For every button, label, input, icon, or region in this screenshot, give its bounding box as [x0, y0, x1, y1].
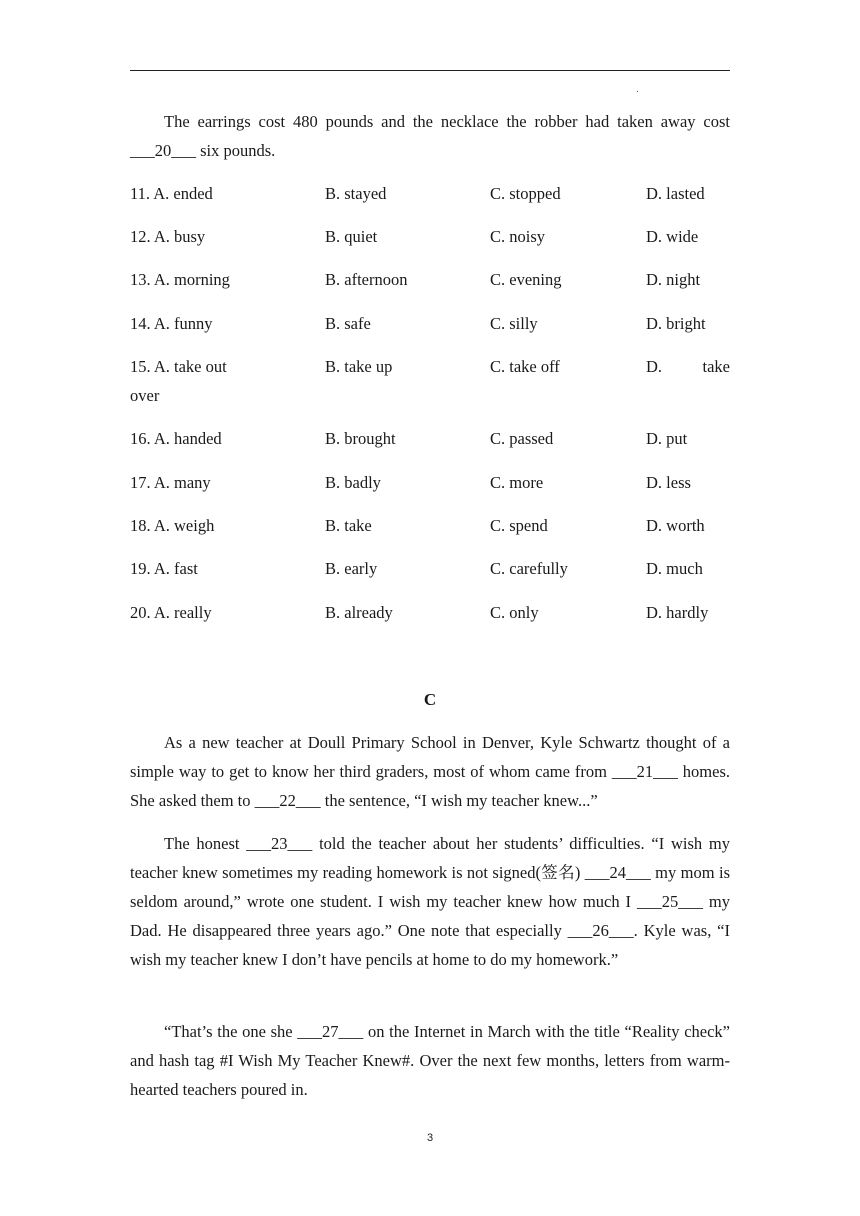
option-a: 11. A. ended — [130, 184, 213, 203]
option-c: C. silly — [490, 314, 538, 333]
option-d: D. much — [646, 559, 703, 578]
question-row-15 — [130, 352, 730, 381]
option-c: C. noisy — [490, 227, 546, 246]
option-d — [646, 352, 730, 381]
option-d: D. lasted — [646, 184, 705, 203]
option-b: B. stayed — [325, 184, 387, 203]
option-d: D. night — [646, 270, 701, 289]
header-rule — [130, 70, 730, 71]
option-d-overflow: over — [130, 386, 160, 405]
option-c: C. evening — [490, 270, 562, 289]
option-a: 15. A. take out — [130, 357, 227, 376]
question-row-16 — [130, 424, 730, 453]
option-a: 17. A. many — [130, 473, 211, 492]
option-d: D. put — [646, 429, 688, 448]
option-b: B. take up — [325, 357, 393, 376]
option-d: D. worth — [646, 516, 705, 535]
option-d: D. bright — [646, 314, 706, 333]
question-row-12 — [130, 222, 730, 251]
option-a: 12. A. busy — [130, 227, 206, 246]
question-row-19 — [130, 554, 730, 583]
page-number: 3 — [426, 1132, 434, 1144]
option-c: C. stopped — [490, 184, 561, 203]
option-c: C. only — [490, 603, 539, 622]
option-b: B. early — [325, 559, 378, 578]
option-b: B. brought — [325, 429, 396, 448]
option-b: B. afternoon — [325, 270, 408, 289]
option-d: D. hardly — [646, 603, 709, 622]
option-b: B. quiet — [325, 227, 378, 246]
option-c: C. carefully — [490, 559, 568, 578]
passage-paragraph-1: As a new teacher at Doull Primary School in Denver, Kyle Schwartz thought of a simple way to get to know her third graders, most of whom came from ___21___ homes. She asked them to ___22___ the sentence, “I wish my teacher knew...” — [130, 733, 730, 810]
option-b: B. safe — [325, 314, 371, 333]
option-d-word: take — [702, 357, 730, 376]
option-a: 14. A. funny — [130, 314, 213, 333]
option-c: C. more — [490, 473, 544, 492]
option-a: 18. A. weigh — [130, 516, 215, 535]
question-row-14 — [130, 309, 730, 338]
question-row-20 — [130, 598, 730, 627]
option-d: D. less — [646, 473, 691, 492]
option-d-prefix: D. — [646, 357, 663, 376]
option-a: 20. A. really — [130, 603, 212, 622]
option-d: D. wide — [646, 227, 699, 246]
header-mark: . — [636, 84, 639, 95]
option-a: 16. A. handed — [130, 429, 222, 448]
question-row-13 — [130, 265, 730, 294]
question-row-17 — [130, 468, 730, 497]
section-title: C — [423, 690, 437, 709]
option-a: 13. A. morning — [130, 270, 230, 289]
option-b: B. badly — [325, 473, 381, 492]
option-c: C. spend — [490, 516, 548, 535]
question-row-18 — [130, 511, 730, 540]
option-b: B. take — [325, 516, 372, 535]
passage-paragraph-2: The honest ___23___ told the teacher about her students’ difficulties. “I wish my teacher knew sometimes my reading homework is not signed(签名) ___24___ my mom is seldom around,” wrote one student. I wish my teacher knew how much I ___25___ my Dad. He disappeared three years ago.” One note that especially ___26___. Kyle was, “I wish my teacher knew I don’t have pencils at home to do my homework.” — [130, 834, 730, 969]
option-c: C. passed — [490, 429, 554, 448]
option-b: B. already — [325, 603, 393, 622]
passage-paragraph-3: “That’s the one she ___27___ on the Internet in March with the title “Reality check” and hash tag #I Wish My Teacher Knew#. Over the next few months, letters from warm-hearted teachers poured in. — [130, 1022, 730, 1099]
question-row-11 — [130, 179, 730, 208]
option-c: C. take off — [490, 357, 560, 376]
intro-paragraph: The earrings cost 480 pounds and the necklace the robber had taken away cost ___20___ six pounds. — [130, 112, 730, 160]
option-a: 19. A. fast — [130, 559, 198, 578]
